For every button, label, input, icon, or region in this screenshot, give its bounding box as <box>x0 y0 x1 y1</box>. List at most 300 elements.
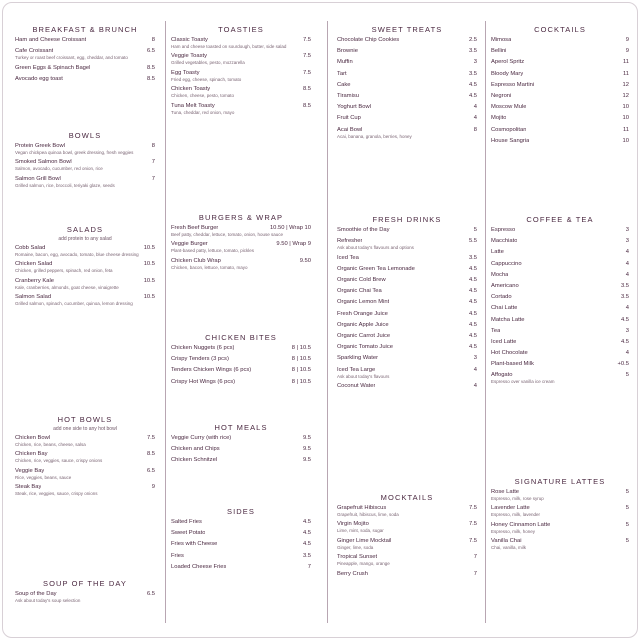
section-title: SALADS <box>66 225 104 234</box>
menu-item <box>337 521 477 533</box>
menu-item <box>171 564 311 571</box>
menu-item-description: Chicken, rice, veggies, sauce, crispy onions <box>15 458 103 464</box>
menu-item-price: 5 <box>625 538 629 545</box>
menu-section <box>171 25 311 119</box>
menu-item-name: Steak Bay <box>15 484 42 491</box>
menu-page <box>2 2 638 638</box>
menu-item-name: Rose Latte <box>491 489 520 495</box>
menu-item-row <box>491 71 629 78</box>
menu-item-description: Grilled vegetables, pesto, mozzarella <box>171 60 245 66</box>
menu-item <box>491 104 629 111</box>
menu-item-price: 6.5 <box>146 467 155 474</box>
menu-item-name: Salmon Salad <box>15 294 52 301</box>
menu-item-price: 3.5 <box>468 70 477 77</box>
menu-item <box>337 299 477 306</box>
menu-item-price: 3 <box>473 59 477 66</box>
menu-section <box>15 131 155 192</box>
menu-item-price: 8.5 <box>146 64 155 71</box>
menu-section <box>15 225 155 311</box>
section-title: BURGERS & WRAP <box>198 213 284 222</box>
menu-item <box>171 541 311 548</box>
menu-item-description: Lime, mint, soda, sugar <box>337 528 384 534</box>
menu-item-name: Crispy Hot Wings (6 pcs) <box>171 378 236 385</box>
menu-column-4 <box>487 3 633 637</box>
menu-item-row <box>491 538 629 545</box>
menu-item-price: 4.5 <box>468 265 477 272</box>
section-title: CHICKEN BITES <box>205 333 277 342</box>
menu-item <box>15 294 155 306</box>
menu-item-row <box>491 48 629 55</box>
menu-item <box>491 372 629 384</box>
menu-item-description: Chicken, bacon, lettuce, tomato, mayo <box>171 264 248 270</box>
menu-item-row <box>491 37 629 44</box>
menu-item <box>491 328 629 335</box>
menu-item <box>15 159 155 171</box>
menu-item-price: 10.5 <box>143 261 155 268</box>
menu-item-name: Muffin <box>337 59 353 66</box>
menu-item-price: 10 <box>622 115 629 122</box>
menu-item-price: 11 <box>622 70 629 77</box>
menu-item <box>337 82 477 89</box>
menu-item-row <box>491 238 629 245</box>
section-title: COCKTAILS <box>534 25 586 34</box>
menu-item-row <box>171 457 311 464</box>
menu-item-row <box>171 379 311 386</box>
menu-item-price: 7.5 <box>302 37 311 43</box>
menu-item-price: 9 <box>625 48 629 55</box>
menu-item <box>15 261 155 273</box>
menu-item <box>491 294 629 301</box>
menu-item-name: Iced Tea Large <box>337 366 376 373</box>
menu-item-description: Espresso, milk, honey <box>491 528 536 534</box>
menu-item <box>491 283 629 290</box>
menu-item <box>491 138 629 145</box>
menu-section <box>171 213 311 274</box>
menu-item-name: Macchiato <box>491 238 518 245</box>
menu-item-name: Salmon Grill Bowl <box>15 175 61 182</box>
menu-item-price: 8 | 10.5 <box>291 378 311 385</box>
menu-item <box>491 522 629 534</box>
menu-item-name: Yoghurt Bowl <box>337 104 371 111</box>
menu-item-description: Espresso, milk, lavender <box>491 512 541 518</box>
menu-item-row <box>15 76 155 83</box>
menu-item-row <box>491 104 629 111</box>
menu-item-row <box>491 317 629 324</box>
menu-item <box>337 288 477 295</box>
menu-item <box>491 82 629 89</box>
menu-item-row <box>337 37 477 44</box>
menu-item-description: Romaine, bacon, egg, avocado, tomato, blue cheese dressing <box>15 252 139 257</box>
menu-item <box>15 451 155 463</box>
menu-item-description: Salmon, avocado, cucumber, red onion, rice <box>15 166 103 172</box>
menu-item-description: Plant-based patty, lettuce, tomato, pickles <box>171 248 254 254</box>
menu-item-name: Bloody Mary <box>491 70 524 77</box>
menu-item-price: 7 <box>473 554 477 561</box>
menu-item-name: Cobb Salad <box>15 245 46 251</box>
menu-item-price: 8.5 <box>146 451 155 458</box>
menu-item-price: 9.5 <box>302 435 311 441</box>
section-title: HOT MEALS <box>214 423 268 432</box>
menu-item-price: 3 <box>473 355 477 362</box>
menu-item-row <box>15 484 155 491</box>
menu-item-row <box>15 48 155 55</box>
menu-item <box>15 65 155 72</box>
menu-item-name: Matcha Latte <box>491 316 525 323</box>
section-title: SIDES <box>226 507 255 516</box>
menu-section <box>171 333 311 390</box>
section-title: BREAKFAST & BRUNCH <box>32 25 138 34</box>
menu-item-name: Organic Lemon Mint <box>337 299 390 306</box>
menu-section <box>171 507 311 575</box>
menu-item-row <box>491 138 629 145</box>
menu-item-price: 5 <box>473 227 477 233</box>
menu-item-price: 12 <box>622 81 629 88</box>
menu-item-price: 8 | 10.5 <box>291 356 311 363</box>
menu-item-price: 4 <box>625 271 629 278</box>
menu-item <box>15 143 155 155</box>
menu-item <box>337 238 477 250</box>
section-title: MOCKTAILS <box>380 493 434 502</box>
menu-item-name: Plant-based Milk <box>491 361 534 368</box>
menu-item <box>337 37 477 44</box>
menu-item <box>337 571 477 578</box>
menu-item-price: 3.5 <box>302 552 311 559</box>
menu-item <box>337 266 477 273</box>
menu-item-name: Grapefruit Hibiscus <box>337 505 387 511</box>
menu-item-row <box>15 451 155 458</box>
menu-item <box>337 367 477 379</box>
menu-item <box>15 468 155 480</box>
menu-item <box>171 345 311 352</box>
menu-item-description: Ginger, lime, soda <box>337 544 374 550</box>
menu-item-row <box>171 241 311 248</box>
menu-item-price: 7 <box>151 159 155 166</box>
menu-item-name: Bellini <box>491 48 507 55</box>
menu-item <box>491 48 629 55</box>
menu-item <box>491 115 629 122</box>
menu-item-name: Aperol Spritz <box>491 59 525 66</box>
menu-item-price: 4.5 <box>468 332 477 339</box>
menu-item-name: House Sangria <box>491 137 530 144</box>
menu-item-name: Moscow Mule <box>491 104 527 111</box>
menu-item-row <box>337 367 477 374</box>
menu-item <box>491 37 629 44</box>
menu-item-price: 4.5 <box>302 519 311 525</box>
menu-item-name: Fresh Orange Juice <box>337 310 388 317</box>
menu-item-row <box>337 322 477 329</box>
menu-item-price: 9 <box>151 484 155 491</box>
menu-item-name: Virgin Mojito <box>337 521 369 528</box>
menu-item <box>337 48 477 55</box>
menu-item-name: Organic Carrot Juice <box>337 332 391 339</box>
menu-item-row <box>15 143 155 150</box>
menu-item <box>171 367 311 374</box>
menu-item <box>337 104 477 111</box>
menu-item-row <box>337 344 477 351</box>
menu-item-price: 4 <box>625 249 629 256</box>
menu-item-row <box>491 82 629 89</box>
menu-item-row <box>15 176 155 183</box>
menu-item-row <box>337 521 477 528</box>
menu-item-name: Chicken and Chips <box>171 446 220 453</box>
menu-item-name: Veggie Bay <box>15 467 45 474</box>
menu-item-name: Ginger Lime Mocktail <box>337 537 392 544</box>
menu-item <box>171 86 311 98</box>
menu-item <box>491 261 629 268</box>
menu-item-name: Negroni <box>491 92 512 99</box>
menu-item <box>337 383 477 390</box>
menu-item-price: 3 <box>625 238 629 245</box>
menu-item-name: Organic Cold Brew <box>337 277 386 284</box>
menu-item-name: Chicken Toasty <box>171 86 211 93</box>
menu-item-row <box>491 372 629 379</box>
menu-item-name: Chicken Bay <box>15 451 48 458</box>
menu-item-row <box>337 71 477 78</box>
menu-item-row <box>337 227 477 234</box>
menu-item-name: Smoked Salmon Bowl <box>15 159 72 166</box>
menu-item-row <box>491 350 629 357</box>
column-divider <box>165 21 166 623</box>
menu-item-price: 5 <box>625 521 629 528</box>
menu-item <box>171 241 311 253</box>
menu-item-row <box>337 127 477 134</box>
column-divider <box>485 21 486 623</box>
menu-item <box>491 538 629 550</box>
menu-item-price: 8 | 10.5 <box>291 367 311 374</box>
menu-item <box>337 71 477 78</box>
menu-item-price: 7.5 <box>302 69 311 76</box>
menu-item-price: 4 <box>473 383 477 390</box>
menu-section <box>15 579 155 607</box>
menu-item-name: Americano <box>491 282 519 289</box>
menu-item-row <box>491 227 629 234</box>
menu-item-row <box>491 505 629 512</box>
section-subtitle: add protein to any salad <box>58 236 112 242</box>
menu-item-description: Turkey or roast beef croissant, egg, cheddar, and tomato <box>15 55 128 61</box>
menu-item <box>337 311 477 318</box>
menu-item-row <box>491 127 629 134</box>
menu-item-name: Tenders Chicken Wings (6 pcs) <box>171 367 252 374</box>
menu-item <box>337 505 477 517</box>
menu-item-row <box>15 278 155 285</box>
menu-item-row <box>337 238 477 245</box>
menu-item-price: 6.5 <box>146 591 155 597</box>
menu-item-price: 8.5 <box>146 75 155 82</box>
menu-item-name: Smoothie of the Day <box>337 227 390 233</box>
menu-item <box>171 37 311 49</box>
menu-item <box>491 238 629 245</box>
menu-item-name: Cappuccino <box>491 260 522 267</box>
menu-item <box>337 115 477 122</box>
menu-item-name: Fruit Cup <box>337 115 361 122</box>
menu-item-price: 4.5 <box>468 321 477 328</box>
menu-item-name: Chicken Schnitzel <box>171 457 218 464</box>
menu-item-name: Sweet Potato <box>171 530 206 537</box>
menu-item-row <box>337 299 477 306</box>
menu-item-description: Pineapple, mango, orange <box>337 561 390 567</box>
section-subtitle: add one side to any hot bowl <box>53 426 117 432</box>
menu-item-name: Tropical Sunset <box>337 554 378 561</box>
menu-item-row <box>15 37 155 44</box>
menu-item-row <box>15 591 155 598</box>
menu-item-row <box>171 103 311 110</box>
menu-item-price: 4.5 <box>468 310 477 317</box>
menu-item-price: 7.5 <box>468 521 477 528</box>
menu-item-description: Grilled salmon, spinach, cucumber, quinoa, lemon dressing <box>15 301 133 307</box>
menu-item-price: 4 <box>625 260 629 267</box>
menu-item-name: Honey Cinnamon Latte <box>491 521 551 528</box>
menu-section <box>491 215 629 389</box>
menu-item-description: Espresso, milk, rose syrup <box>491 496 544 501</box>
menu-item-row <box>491 339 629 346</box>
column-divider <box>327 21 328 623</box>
menu-item <box>491 59 629 66</box>
menu-item-name: Vanilla Chai <box>491 538 522 545</box>
menu-item-row <box>171 70 311 77</box>
menu-item <box>171 379 311 386</box>
menu-item-row <box>337 554 477 561</box>
menu-item-name: Fresh Beef Burger <box>171 225 219 231</box>
menu-item-price: 5 <box>625 505 629 512</box>
menu-item <box>337 322 477 329</box>
menu-item-name: Tuna Melt Toasty <box>171 102 215 109</box>
menu-item-description: Beef patty, cheddar, lettuce, tomato, onion, house sauce <box>171 232 283 237</box>
menu-item <box>171 356 311 363</box>
menu-section <box>15 25 155 87</box>
menu-item-name: Chicken Bowl <box>15 435 51 441</box>
menu-item-row <box>337 277 477 284</box>
menu-item-row <box>171 446 311 453</box>
menu-item-price: 8 <box>151 143 155 149</box>
menu-item <box>15 48 155 60</box>
menu-item-name: Chocolate Chip Cookies <box>337 37 400 43</box>
menu-item-description: Chicken, cheese, pesto, tomato <box>171 93 235 99</box>
menu-item <box>171 457 311 464</box>
menu-item-row <box>337 59 477 66</box>
menu-item-row <box>337 266 477 273</box>
menu-item-name: Lavender Latte <box>491 505 530 512</box>
menu-item <box>15 591 155 603</box>
menu-item-row <box>15 294 155 301</box>
menu-item-price: 10.5 <box>143 277 155 284</box>
menu-item-price: 3.5 <box>468 48 477 55</box>
menu-item-row <box>491 489 629 496</box>
menu-item-name: Cortado <box>491 294 512 301</box>
menu-item-description: Ask about today's flavours <box>337 373 390 379</box>
menu-item-name: Fries with Cheese <box>171 541 218 548</box>
menu-item-row <box>171 86 311 93</box>
menu-item-price: +0.5 <box>617 361 629 368</box>
menu-item-row <box>171 37 311 44</box>
menu-item <box>15 76 155 83</box>
menu-item <box>171 258 311 270</box>
menu-item-price: 10.5 <box>143 294 155 301</box>
menu-column-1 <box>11 3 159 637</box>
menu-item-row <box>337 255 477 262</box>
menu-item <box>337 277 477 284</box>
menu-item-name: Tart <box>337 70 347 77</box>
menu-item-name: Egg Toasty <box>171 69 200 76</box>
menu-item <box>171 225 311 237</box>
menu-item-name: Veggie Curry (with rice) <box>171 435 232 441</box>
menu-item-price: 4 <box>625 305 629 312</box>
menu-item <box>171 435 311 442</box>
menu-item-price: 2.5 <box>468 37 477 43</box>
menu-item <box>491 361 629 368</box>
menu-item-price: 9.5 <box>302 446 311 453</box>
menu-item-row <box>171 53 311 60</box>
menu-item-row <box>337 333 477 340</box>
menu-item-row <box>171 553 311 560</box>
menu-item-row <box>491 261 629 268</box>
menu-item <box>171 53 311 65</box>
menu-item-price: 11 <box>622 59 629 66</box>
menu-item-price: 4 <box>473 115 477 122</box>
menu-item-description: Ham and cheese toasted on sourdough, butter, side salad <box>171 44 287 49</box>
menu-item <box>491 339 629 346</box>
menu-item-name: Refresher <box>337 238 363 245</box>
menu-section <box>337 493 477 582</box>
menu-item-name: Iced Latte <box>491 338 517 345</box>
menu-item-name: Veggie Burger <box>171 241 208 248</box>
menu-item-price: 7.5 <box>468 537 477 544</box>
menu-item-description: Chai, vanilla, milk <box>491 545 527 551</box>
menu-item-name: Crispy Tenders (3 pcs) <box>171 356 229 363</box>
menu-item-price: 4.5 <box>620 338 629 345</box>
menu-item-price: 7.5 <box>146 435 155 441</box>
menu-item-price: 10.5 <box>143 245 155 251</box>
menu-item-name: Ham and Cheese Croissant <box>15 37 87 43</box>
menu-item-price: 5 <box>625 372 629 379</box>
menu-item-description: Kale, cranberries, almonds, goat cheese, vinaigrette <box>15 284 119 290</box>
menu-item-name: Organic Apple Juice <box>337 321 389 328</box>
menu-item-name: Cranberry Kale <box>15 277 54 284</box>
menu-item-row <box>337 115 477 122</box>
menu-item-price: 7 <box>473 570 477 577</box>
menu-item-price: 9.5 <box>302 457 311 464</box>
menu-section <box>491 477 629 555</box>
menu-item <box>337 333 477 340</box>
menu-item <box>491 505 629 517</box>
menu-item-name: Berry Crush <box>337 570 368 577</box>
menu-item-description: Chicken, rice, beans, cheese, salsa <box>15 442 86 447</box>
menu-item <box>171 519 311 526</box>
menu-item-price: 8.5 <box>302 86 311 93</box>
menu-item-price: 3 <box>625 327 629 334</box>
menu-item <box>491 227 629 234</box>
menu-item-name: Cafe Croissant <box>15 48 54 55</box>
menu-item-row <box>491 361 629 368</box>
menu-item-description: Grilled salmon, rice, broccoli, teriyaki glaze, seeds <box>15 182 115 188</box>
menu-item-name: Espresso <box>491 227 516 233</box>
menu-item-name: Tiramisu <box>337 92 360 99</box>
menu-item-row <box>171 258 311 265</box>
menu-item-row <box>491 305 629 312</box>
menu-item-price: 4.5 <box>302 541 311 548</box>
menu-item-row <box>171 435 311 442</box>
menu-item-description: Fried egg, cheese, spinach, tomato <box>171 76 242 82</box>
menu-item-name: Fries <box>171 552 184 559</box>
menu-item-price: 7.5 <box>302 53 311 60</box>
menu-item-description: Chicken, grilled peppers, spinach, red onion, feta <box>15 268 113 274</box>
menu-item <box>491 249 629 256</box>
menu-item-row <box>337 311 477 318</box>
menu-item-price: 4 <box>473 104 477 111</box>
menu-item-name: Avocado egg toast <box>15 75 63 82</box>
menu-item-name: Espresso Martini <box>491 81 535 88</box>
menu-item-row <box>491 294 629 301</box>
menu-item-name: Protein Greek Bowl <box>15 143 65 149</box>
